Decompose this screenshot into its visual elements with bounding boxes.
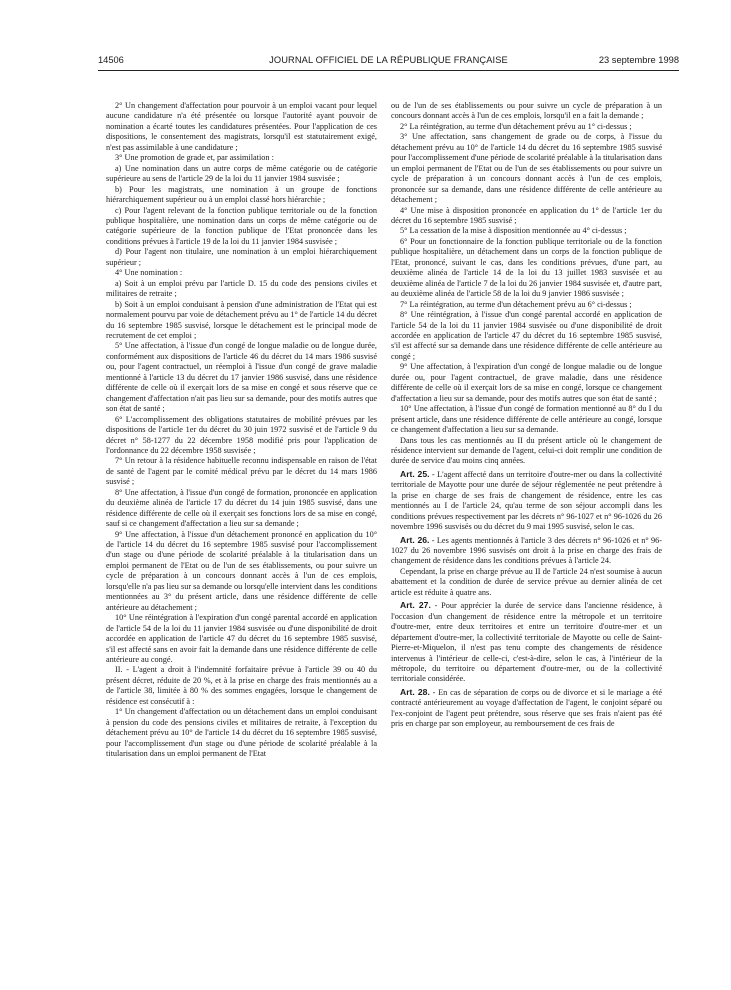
paragraph: c) Pour l'agent relevant de la fonction publique territoriale ou de la fonction publique hospitalière, une nomination dans un corps de même catégorie ou de catégorie supérieure de la fonction publique de l'Etat prononcée dans les conditions prévues à l'article 19 de la loi du 11 janvier 1984 susvisée ;: [106, 205, 377, 246]
paragraph: 3° Une affectation, sans changement de grade ou de corps, à l'issue du détachement prévu au 10° de l'article 14 du décret du 16 septembre 1985 susvisé pour l'accomplissement d'une période de scolarité préalable à la titularisation dans un emploi permanent de l'Etat ou de l'un de ses établissements ou pour suivre un cycle de préparation à un concours donnant accès à l'un de ces emplois, prononcée sur sa demande, dans une résidence différente de celle antérieure au détachement ;: [391, 132, 662, 205]
article-25: Art. 25. - L'agent affecté dans un territoire d'outre-mer ou dans la collectivité territoriale de Mayotte pour une durée de séjour réglementée ne peut prétendre à la prise en charge de ses frais de changement de résidence, entre les cas mentionnés au I de l'article 24, qu'au terme de son séjour accompli dans les conditions prévues respectivement par les décrets n° 96-1027 et n° 96-1026 du 26 novembre 1996 susvisés ou du décret du 9 mai 1995 susvisé, selon le cas.: [391, 468, 662, 532]
article-28: Art. 28. - En cas de séparation de corps ou de divorce et si le mariage a été contracté antérieurement au voyage d'affectation de l'agent, le conjoint séparé ou l'ex-conjoint de l'agent peut prétendre, sous réserve que ses frais n'aient pas été pris en charge par son employeur, au remboursement de ces frais de: [391, 686, 662, 729]
article-heading: Art. 25.: [400, 468, 430, 479]
paragraph: 8° Une affectation, à l'issue d'un congé de formation, prononcée en application du deuxième alinéa de l'article 17 du décret du 14 juin 1985 susvisé, dans une résidence différente de celle où il exerçait ses fonctions lors de sa mise en congé, sauf si ce changement d'affectation a lieu sur sa demande ;: [106, 487, 377, 529]
paragraph: 3° Une promotion de grade et, par assimilation :: [115, 153, 274, 163]
paragraph: 5° La cessation de la mise à disposition mentionnée au 4° ci-dessus ;: [400, 226, 627, 236]
paragraph: ou de l'un de ses établissements ou pour suivre un cycle de préparation à un concours donnant accès à l'un de ces emplois, lorsqu'il en a fait la demande ;: [391, 101, 662, 121]
paragraph: Dans tous les cas mentionnés au II du présent article où le changement de résidence intervient sur demande de l'agent, celui-ci doit remplir une condition de durée de service d'au moins cinq années.: [391, 435, 662, 466]
paragraph: 10° Une réintégration à l'expiration d'un congé parental accordé en application de l'article 54 de la loi du 11 janvier 1984 susvisée ou d'une disponibilité de droit accordée en application de l'article 47 du décret du 16 septembre 1985 susvisé, s'il est affecté sans en avoir fait la demande dans une résidence différente de celle antérieure au congé.: [106, 613, 377, 665]
paragraph: 4° Une mise à disposition prononcée en application du 1° de l'article 1er du décret du 16 septembre 1985 susvisé ;: [391, 205, 662, 225]
header-rule: [98, 70, 679, 71]
paragraph: 7° La réintégration, au terme d'un détachement prévu au 6° ci-dessus ;: [400, 299, 632, 309]
paragraph: 9° Une affectation, à l'issue d'un détachement prononcé en application du 10° de l'article 14 du décret du 16 septembre 1985 susvisé pour l'accomplissement d'un stage ou d'une période de scolarité préalable à la titularisation dans un emploi permanent de l'Etat ou de l'un de ses établissements, ou pour suivre un cycle de préparation à un concours donnant accès à l'un de ces emplois, lorsqu'elle n'a pas lieu sur sa demande ou lorsqu'elle intervient dans les conditions mentionnées au 3° du présent article, dans une résidence différente de celle antérieure au détachement ;: [106, 529, 377, 612]
article-27: Art. 27. - Pour apprécier la durée de service dans l'ancienne résidence, à l'occasion d'un changement de résidence entre la métropole et un territoire d'outre-mer, entre deux territoires et entre un territoire d'outre-mer et un département d'outre-mer, la collectivité territoriale de Mayotte ou celle de Saint-Pierre-et-Miquelon, il n'est pas tenu compte des changements de résidence intervenus à l'intérieur de celle-ci, c'est-à-dire, selon le cas, à l'intérieur de la métropole, du territoire ou département d'outre-mer, ou de la collectivité territoriale considérée.: [391, 600, 662, 684]
article-heading: Art. 27.: [400, 600, 431, 611]
paragraph: 5° Une affectation, à l'issue d'un congé de longue maladie ou de longue durée, conformément aux dispositions de l'article 46 du décret du 14 mars 1986 susvisé ou, pour l'agent contractuel, un réemploi à l'issue d'un congé de grave maladie mentionné à l'article 13 du décret du 17 janvier 1986 susvisé, dans une résidence différente de celle où il exerçait lors de sa mise en congé et sous réserve que ce changement d'affectation n'ait pas lieu sur sa demande, pour des motifs autres que son état de santé ;: [106, 341, 377, 414]
paragraph: 6° L'accomplissement des obligations statutaires de mobilité prévues par les dispositions de l'article 1er du décret du 30 juin 1972 susvisé et de l'article 9 du décret n° 58-1277 du 22 décembre 1958 modifié pris pour l'application de l'ordonnance du 22 décembre 1958 susvisée ;: [106, 414, 377, 455]
paragraph: 9° Une affectation, à l'expiration d'un congé de longue maladie ou de longue durée ou, pour l'agent contractuel, de grave maladie, dans une résidence différente de celle où il exerçait lors de sa mise en congé, lorsque ce changement d'affectation a lieu sur sa demande, pour des motifs autres que son état de santé ;: [391, 362, 662, 403]
paragraph: 6° Pour un fonctionnaire de la fonction publique territoriale ou de la fonction publique hospitalière, un détachement dans un corps de la fonction publique de l'Etat, prononcé, suivant le cas, dans les conditions prévues, d'une part, au deuxième alinéa de l'article 14 de la loi du 13 juillet 1983 susvisée et au deuxième alinéa de l'article 7 de la loi du 26 janvier 1984 susvisée et, d'autre part, au deuxième alinéa de l'article 58 de la loi du 9 janvier 1986 susvisée ;: [391, 236, 662, 299]
paragraph: b) Pour les magistrats, une nomination à un groupe de fonctions hiérarchiquement supérieur ou à un emploi classé hors hiérarchie ;: [106, 184, 377, 205]
publication-date: 23 septembre 1998: [598, 55, 679, 65]
paragraph: 1° Un changement d'affectation ou un détachement dans un emploi conduisant à pension du code des pensions civiles et militaires de retraite, à l'exception du détachement prévu au 10° de l'article 14 du décret du 16 septembre 1985 susvisé, pour l'accomplissement d'un stage ou d'une période de scolarité préalable à la titularisation dans un emploi permanent de l'Etat: [106, 707, 377, 759]
journal-title: JOURNAL OFFICIEL DE LA RÉPUBLIQUE FRANÇAISE: [269, 55, 508, 65]
paragraph: 2° Un changement d'affectation pour pourvoir à un emploi vacant pour lequel aucune candidature n'a été présentée ou lorsque l'autorité ayant pouvoir de nomination a écarté toutes les candidatures présentées. Pour l'application de ces dispositions, le consentement des magistrats, lorsqu'il est statutairement exigé, n'est pas assimilable à une candidature ;: [106, 101, 377, 152]
paragraph: d) Pour l'agent non titulaire, une nomination à un emploi hiérarchiquement supérieur ;: [106, 247, 377, 267]
paragraph: 7° Un retour à la résidence habituelle reconnu indispensable en raison de l'état de santé de l'agent par le comité médical prévu par le décret du 14 mars 1986 susvisé ;: [106, 456, 377, 487]
right-column: [391, 101, 662, 981]
paragraph: a) Soit à un emploi prévu par l'article D. 15 du code des pensions civiles et militaires de retraite ;: [106, 278, 377, 299]
paragraph: 2° La réintégration, au terme d'un détachement prévu au 1° ci-dessus ;: [400, 121, 632, 131]
article-heading: Art. 28.: [400, 686, 430, 697]
paragraph: 10° Une affectation, à l'issue d'un congé de formation mentionné au 8° du I du présent article, dans une résidence différente de celle antérieure au congé, lorsque ce changement d'affectation a lieu sur sa demande.: [391, 404, 662, 435]
paragraph: 4° Une nomination :: [115, 268, 183, 278]
paragraph: Cependant, la prise en charge prévue au II de l'article 24 n'est soumise à aucun abattement et la condition de durée de service prévue au dernier alinéa de cet article est réduite à quatre ans.: [391, 566, 662, 597]
page-number: 14506: [98, 55, 124, 65]
left-column: [106, 101, 377, 981]
article-26: Art. 26. - Les agents mentionnés à l'article 3 des décrets n° 96-1026 et n° 96-1027 du 26 novembre 1996 susvisés ont droit à la prise en charge des frais de changement de résidence dans les conditions prévues à l'article 24.: [391, 534, 662, 566]
paragraph: II. - L'agent a droit à l'indemnité forfaitaire prévue à l'article 39 ou 40 du présent décret, réduite de 20 %, et à la prise en charge des frais mentionnés au a de l'article 38, limitée à 80 % des sommes engagées, lorsque le changement de résidence est consécutif à :: [106, 665, 377, 706]
article-heading: Art. 26.: [400, 534, 430, 545]
paragraph: b) Soit à un emploi conduisant à pension d'une administration de l'Etat qui est normalement pourvu par voie de détachement prévu au 1° de l'article 14 du décret du 16 septembre 1985 susvisé, lorsque le détachement est le principal mode de recrutement de cet emploi ;: [106, 299, 377, 340]
paragraph: a) Une nomination dans un autre corps de même catégorie ou de catégorie supérieure au sens de l'article 29 de la loi du 11 janvier 1984 susvisée ;: [106, 163, 377, 184]
paragraph: 8° Une réintégration, à l'issue d'un congé parental accordé en application de l'article 54 de la loi du 11 janvier 1984 susvisée ou d'une disponibilité de droit accordée en application de l'article 47 du décret du 16 septembre 1985 susvisé, s'il est affecté sur sa demande dans une résidence différente de celle antérieure au congé ;: [391, 310, 662, 361]
